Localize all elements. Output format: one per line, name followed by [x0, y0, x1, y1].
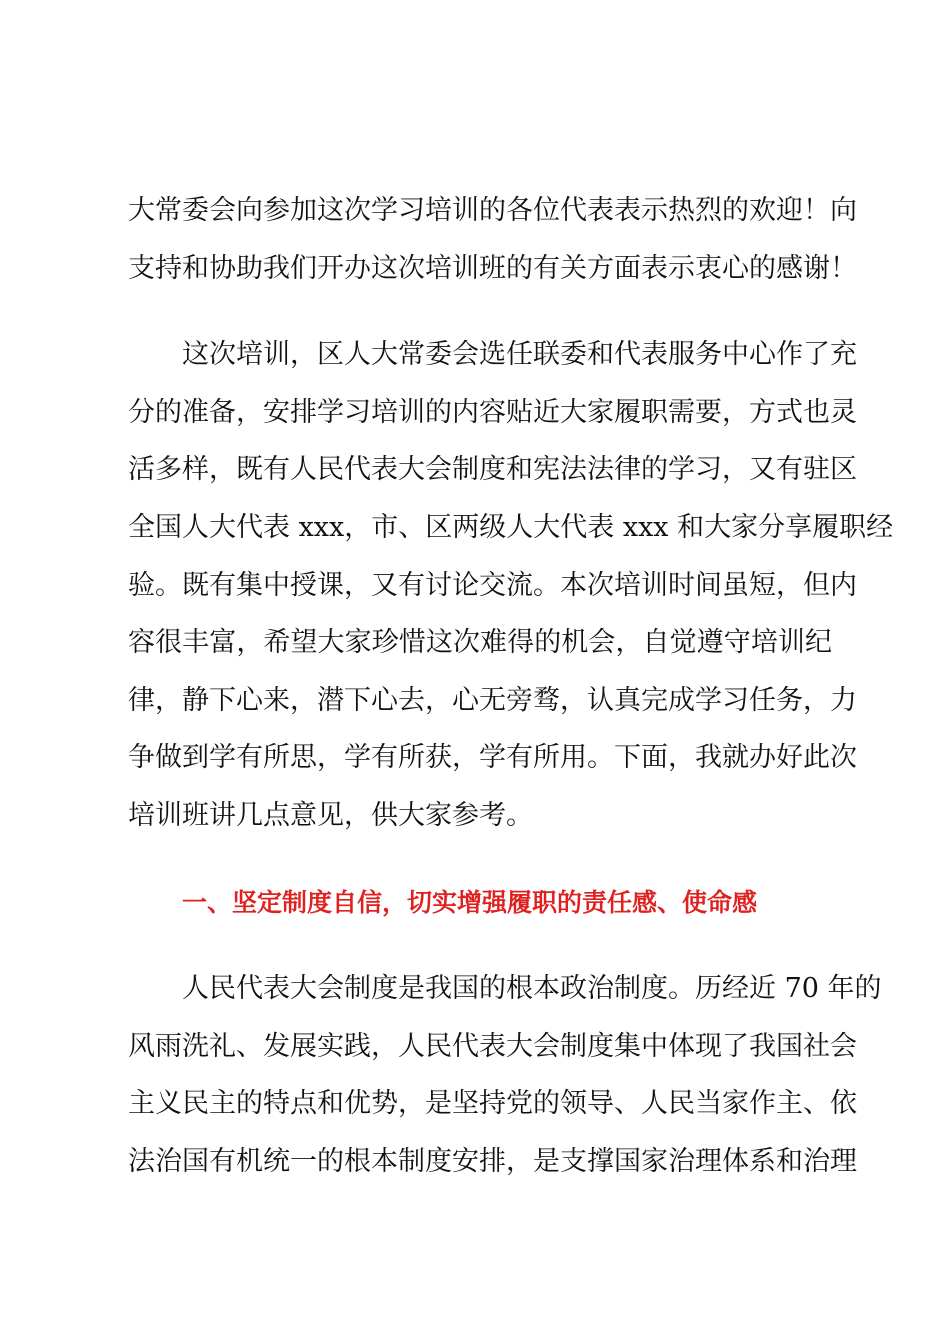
text-line: 人民代表大会制度是我国的根本政治制度。历经近 70 年的 — [182, 973, 882, 1005]
text-line: 分的准备，安排学习培训的内容贴近大家履职需要，方式也灵 — [128, 396, 857, 428]
text-line: 活多样，既有人民代表大会制度和宪法法律的学习，又有驻区 — [128, 454, 857, 486]
text-line: 验。既有集中授课，又有讨论交流。本次培训时间虽短，但内 — [128, 569, 857, 601]
text-line: 培训班讲几点意见，供大家参考。 — [128, 799, 533, 831]
text-line: 这次培训，区人大常委会选任联委和代表服务中心作了充 — [182, 339, 857, 371]
text-line: 争做到学有所思，学有所获，学有所用。下面，我就办好此次 — [128, 742, 857, 774]
text-line: 容很丰富，希望大家珍惜这次难得的机会，自觉遵守培训纪 — [128, 627, 832, 659]
document-body — [128, 182, 894, 1191]
text-line: 法治国有机统一的根本制度安排，是支撑国家治理体系和治理 — [128, 1145, 857, 1177]
text-line: 风雨洗礼、发展实践，人民代表大会制度集中体现了我国社会 — [128, 1030, 857, 1062]
paragraph-welcome — [128, 182, 857, 297]
text-line: 支持和协助我们开办这次培训班的有关方面表示衷心的感谢！ — [128, 252, 857, 284]
paragraph-training-overview — [128, 326, 894, 844]
text-line: 全国人大代表 xxx，市、区两级人大代表 xxx 和大家分享履职经 — [128, 511, 894, 543]
text-line: 大常委会向参加这次学习培训的各位代表表示热烈的欢迎！向 — [128, 195, 857, 226]
text-line: 主义民主的特点和优势，是坚持党的领导、人民当家作主、依 — [128, 1088, 857, 1120]
text-line: 律，静下心来，潜下心去，心无旁骛，认真完成学习任务，力 — [128, 684, 857, 716]
paragraph-system-confidence — [128, 960, 882, 1190]
section-heading: 一、坚定制度自信，切实增强履职的责任感、使命感 — [182, 887, 758, 917]
